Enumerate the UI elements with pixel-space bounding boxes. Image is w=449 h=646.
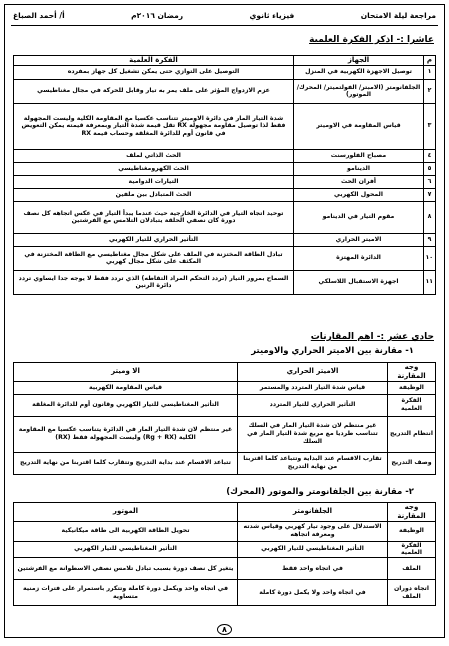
table-cell: ٣ — [424, 103, 436, 149]
table-row — [14, 162, 436, 175]
table-cell: الدائرة المهتزة — [294, 246, 424, 270]
table-cell: قياس المقاومة الكهربية — [14, 381, 238, 394]
table-row — [14, 149, 436, 162]
table-row — [14, 381, 436, 394]
table-cell: ٤ — [424, 149, 436, 162]
table-cell: ٦ — [424, 175, 436, 188]
table-cell: المحول الكهربي — [294, 188, 424, 201]
table-cell: ٨ — [424, 201, 436, 233]
table-header: الاميتر الحراري — [238, 363, 388, 382]
table-cell: مقوم التيار في الدينامو — [294, 201, 424, 233]
table-cell: تتباعد الاقسام عند بداية التدريج وتتقارب كلما اقتربنا من نهاية التدريج — [14, 452, 238, 474]
table-cell: ٥ — [424, 162, 436, 175]
table-cell: غير منتظم لان شدة التيار المار في السلك تتناسب طرديا مع مربع شدة التيار المار في السلك — [238, 416, 388, 452]
table-row — [14, 79, 436, 103]
table-cell: التأثير الحراري للتيار المتردد — [238, 394, 388, 416]
table-cell: في اتجاه واحد ويكمل دورة كاملة وتتكرر باستمرار على فترات زمنية متساوية — [14, 580, 238, 606]
table-row — [14, 416, 436, 452]
table-row — [14, 188, 436, 201]
scientific-ideas-table — [13, 55, 436, 295]
table-cell: الفكرة العلمية — [388, 541, 436, 558]
table-cell: يتغير كل نصف دورة بسبب تبادل تلامس نصفي الاسطوانة مع الفرشتين — [14, 558, 238, 580]
table-row — [14, 394, 436, 416]
table-cell: قياس المقاومة في الاوميتر — [294, 103, 424, 149]
table-header: م — [424, 56, 436, 66]
table-cell: في اتجاه واحد ولا يكمل دورة كاملة — [238, 580, 388, 606]
table-cell: التأثير المغناطيسي للتيار الكهربي — [14, 541, 238, 558]
comparison-1-title: ١- مقارنة بين الاميتر الحراري والاوميتر — [251, 346, 414, 356]
header-subject: فيزياء ثانوي — [249, 10, 295, 20]
table-cell: الدينامو — [294, 162, 424, 175]
table-cell: شدة التيار المار في دائرة الاوميتر تتناسب عكسيا مع المقاومة الكلية وليست المجهولة فقط لذا توصيل مقاومة مجهولة RX تقل قيمة شدة التيار وبمعرفة قيمته يمكن التعويض في قانون أوم للدائرة المغلقة وحساب قيمة RX — [14, 103, 294, 149]
table-cell: تقارب الاقسام عند البداية وتتباعد كلما اقتربنا من نهاية التدريج — [238, 452, 388, 474]
table-cell: وصف التدريج — [388, 452, 436, 474]
table-row — [14, 580, 436, 606]
table-row — [14, 201, 436, 233]
header-divider — [11, 25, 438, 26]
table-cell: الحث الذاتي لملف — [14, 149, 294, 162]
table-cell: الاميتر الحراري — [294, 233, 424, 246]
header-teacher: أ/ أحمد الصباغ — [13, 10, 65, 20]
table-cell: التأثير المغناطيسي للتيار الكهربي وقانون أوم للدائرة المغلقة — [14, 394, 238, 416]
section-11-title: حادي عشر :- اهم المقارنات — [310, 332, 434, 342]
table-cell: الحث المتبادل بين ملفين — [14, 188, 294, 201]
document-page — [4, 4, 445, 638]
table-header: الجلفانومتر — [238, 503, 388, 522]
page-number: ٨ — [5, 624, 444, 635]
table-cell: اتجاه دوران الملف — [388, 580, 436, 606]
table-row — [14, 246, 436, 270]
table-cell: غير منتظم لان شدة التيار المار في الدائرة يتناسب عكسيا مع المقاومة الكلية (Rg + RX) وليست المجهولة فقط (RX) — [14, 416, 238, 452]
table-row — [14, 103, 436, 149]
table-cell: الحث الكهرومغناطيسي — [14, 162, 294, 175]
table-cell: تحويل الطاقة الكهربية الى طاقة ميكانيكية — [14, 521, 238, 541]
section-10-title: عاشرا :- اذكر الفكرة العلمية — [309, 35, 434, 45]
header-title: مراجعة ليلة الامتحان — [360, 10, 436, 20]
table-row — [14, 521, 436, 541]
table-cell: التوصيل على التوازي حتى يمكن تشغيل كل جهاز بمفرده — [14, 65, 294, 79]
page-header — [13, 8, 436, 22]
table-cell: السماح بمرور التيار (تردد التحكم المراد التقاطه) الذي تردد فقط لا يوجه جدا ايساوي تردد دائرة الرنين — [14, 270, 294, 294]
table-cell: ٢ — [424, 79, 436, 103]
table-cell: أفران الحث — [294, 175, 424, 188]
table-header: الا وميتر — [14, 363, 238, 382]
table-row — [14, 558, 436, 580]
table-cell: الجلفانومتر (الامبتر/ الفولتميتر/ المحرك/ الموتور) — [294, 79, 424, 103]
table-row — [14, 452, 436, 474]
table-header: وجه المقارنة — [388, 503, 436, 522]
table-header: الجهاز — [294, 56, 424, 66]
table-row — [14, 233, 436, 246]
table-header: وجه المقارنة — [388, 363, 436, 382]
table-cell: ٧ — [424, 188, 436, 201]
table-cell: الفكرة العلمية — [388, 394, 436, 416]
table-cell: في اتجاه واحد فقط — [238, 558, 388, 580]
comparison-2-title: ٢- مقارنة بين الجلفانومتر والموتور (المحرك) — [226, 487, 414, 497]
comparison-ammeter-ohmmeter-table — [13, 362, 436, 475]
header-date: رمضان ٢٠١٦م — [131, 10, 184, 20]
comparison-galvanometer-motor-table — [13, 502, 436, 606]
table-cell: الوظيفة — [388, 381, 436, 394]
table-cell: التأثير الحراري للتيار الكهربي — [14, 233, 294, 246]
table-cell: اجهزة الاستقبال اللاسلكي — [294, 270, 424, 294]
table-header: الفكرة العلمية — [14, 56, 294, 66]
table-cell: توحيد اتجاه التيار في الدائرة الخارجية حيث عندما يبدأ التيار في عكس اتجاهه كل نصف دورة كان نصفي الحلقة يتبادلان التلامس مع الفرشتين — [14, 201, 294, 233]
table-cell: تبادل الطاقة المختزنة في الملف على شكل مجال مغناطيسي مع الطاقة المختزنة في المكثف على شكل مجال كهربي — [14, 246, 294, 270]
table-cell: التيارات الدوامية — [14, 175, 294, 188]
table-cell: ١٠ — [424, 246, 436, 270]
table-cell: الاستدلال على وجود تيار كهربي وقياس شدته ومعرفة اتجاهه — [238, 521, 388, 541]
table-cell: التأثير المغناطيسي للتيار الكهربي — [238, 541, 388, 558]
table-cell: توصيل الاجهزة الكهربية في المنزل — [294, 65, 424, 79]
table-cell: قياس شدة التيار المتردد والمستمر — [238, 381, 388, 394]
table-cell: انتظام التدريج — [388, 416, 436, 452]
table-cell: مصباح الفلورسنت — [294, 149, 424, 162]
table-header: الموتور — [14, 503, 238, 522]
table-cell: ١١ — [424, 270, 436, 294]
table-row — [14, 65, 436, 79]
table-row — [14, 270, 436, 294]
table-cell: عزم الازدواج المؤثر على ملف يمر به تيار وقابل للحركة في مجال مغناطيسي — [14, 79, 294, 103]
table-row — [14, 175, 436, 188]
table-cell: الوظيفة — [388, 521, 436, 541]
table-row — [14, 541, 436, 558]
table-cell: ١ — [424, 65, 436, 79]
table-cell: الملف — [388, 558, 436, 580]
table-cell: ٩ — [424, 233, 436, 246]
